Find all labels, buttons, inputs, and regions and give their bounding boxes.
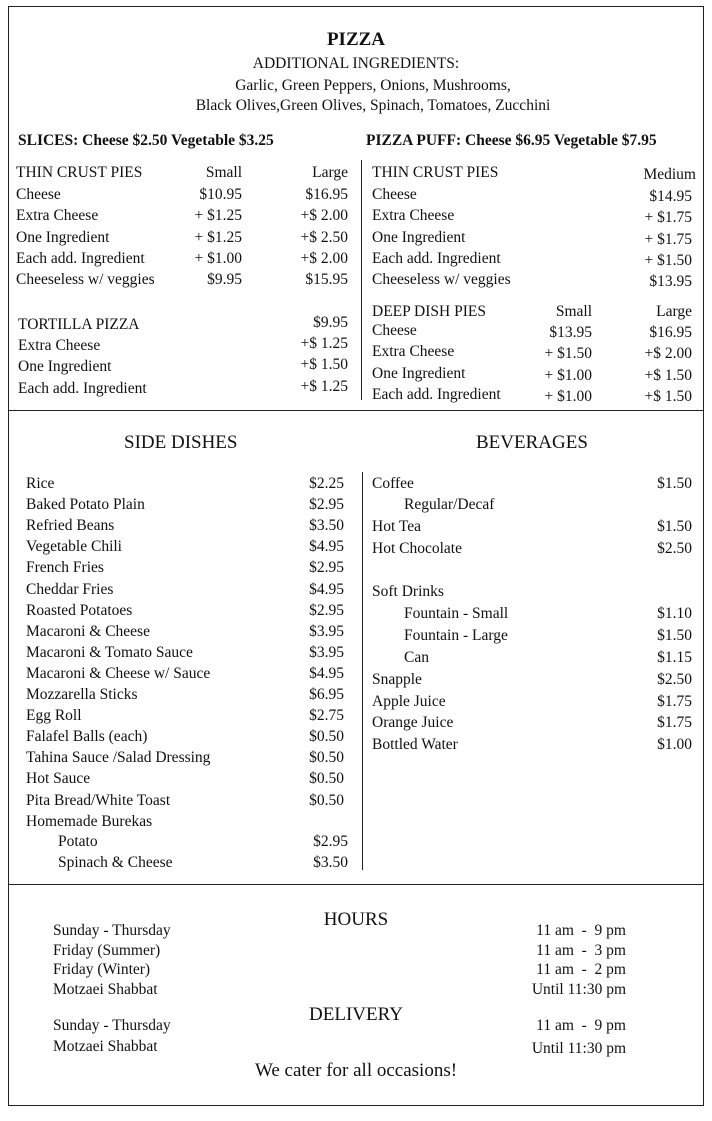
side-dish-price: $4.95 [309,580,344,598]
side-dish-item: Egg Roll [26,707,82,725]
side-dish-price: $2.95 [309,559,344,577]
deep-dish-item: One Ingredient [372,364,466,382]
deep-dish-small-price: + $1.50 [544,345,592,363]
deep-dish-large-price: $16.95 [649,324,692,341]
burekas-item: Potato [58,833,98,850]
side-dish-item: Vegetable Chili [26,538,122,556]
side-dish-price: $2.95 [309,496,344,514]
cater-note: We cater for all occasions! [254,1060,458,1081]
deep-dish-large-price: +$ 2.00 [644,345,692,363]
beverage-hot-tea-price: $1.50 [657,518,692,535]
thin-crust-right-medium-header: Medium [643,166,696,183]
tortilla-pizza-item: One Ingredient [18,358,112,376]
thin-crust-right-item: One Ingredient [372,228,466,246]
deep-dish-small-header: Small [555,303,592,320]
thin-crust-right-medium-price: $14.95 [649,188,692,205]
beverage-item: Apple Juice [372,692,446,710]
thin-crust-left-large-price: +$ 2.00 [300,207,348,225]
thin-crust-right-item: Cheese [372,186,417,203]
soft-drink-item: Fountain - Small [404,605,509,622]
hours-time: 11 am - 2 pm [536,961,626,979]
thin-crust-left-large-price: +$ 2.50 [300,228,348,246]
hours-day: Friday (Winter) [53,961,151,979]
burekas-price: $2.95 [313,833,348,850]
deep-dish-item: Each add. Ingredient [372,385,501,403]
side-dish-item: Macaroni & Cheese [26,622,150,640]
pizza-puff-prices: PIZZA PUFF: Cheese $6.95 Vegetable $7.95 [366,132,657,149]
soft-drink-item: Can [404,649,429,666]
section-divider-top [8,410,704,411]
thin-crust-right-title: THIN CRUST PIES [372,164,499,181]
side-dish-price: $6.95 [309,686,344,703]
thin-crust-left-small-price: $9.95 [207,271,242,289]
thin-crust-left-small-header: Small [205,164,242,181]
tortilla-pizza-item-price: +$ 1.50 [300,356,348,374]
hours-time: 11 am - 9 pm [536,922,626,939]
side-dish-price: $3.95 [309,643,344,661]
soft-drink-price: $1.50 [657,627,692,644]
beverage-item: Snapple [372,671,422,688]
soft-drink-price: $1.10 [657,605,692,622]
deep-dish-large-price: +$ 1.50 [644,387,692,405]
delivery-time: 11 am - 9 pm [536,1017,626,1034]
side-dish-price: $0.50 [309,791,344,809]
thin-crust-left-large-price: $16.95 [305,186,348,203]
side-dishes-title: SIDE DISHES [124,432,238,453]
delivery-day: Motzaei Shabbat [53,1038,158,1055]
burekas-item: Spinach & Cheese [58,854,173,871]
tortilla-pizza-item: Each add. Ingredient [18,379,147,397]
beverage-item: Orange Juice [372,714,454,732]
beverage-hot-chocolate-price: $2.50 [657,540,692,557]
slices-prices: SLICES: Cheese $2.50 Vegetable $3.25 [18,132,274,149]
side-dish-price: $2.75 [309,707,344,725]
additional-ingredients-line1: Garlic, Green Peppers, Onions, Mushrooms, [235,77,511,94]
beverage-price: $1.00 [657,736,692,754]
thin-crust-left-item: One Ingredient [16,228,110,246]
thin-crust-left-small-price: + $1.25 [194,207,242,225]
deep-dish-title: DEEP DISH PIES [372,303,486,320]
side-dish-item: Baked Potato Plain [26,496,145,514]
deep-dish-small-price: + $1.00 [544,387,592,405]
side-dish-price: $0.50 [309,749,344,767]
hours-day: Sunday - Thursday [53,922,171,939]
thin-crust-right-item: Each add. Ingredient [372,249,501,267]
soft-drink-price: $1.15 [657,649,692,666]
side-dish-price: $0.50 [309,770,344,788]
side-dish-price: $3.95 [309,622,344,640]
pizza-title: PIZZA [326,29,386,50]
side-dish-price: $2.95 [309,601,344,619]
thin-crust-left-small-price: + $1.25 [194,228,242,246]
thin-crust-left-small-price: $10.95 [199,186,242,203]
tortilla-pizza-title: TORTILLA PIZZA [18,316,140,333]
soft-drink-item: Fountain - Large [404,627,508,644]
side-dish-item: Falafel Balls (each) [26,728,148,746]
side-dish-item: Pita Bread/White Toast [26,791,171,809]
side-dish-price: $4.95 [309,664,344,682]
beverage-hot-chocolate: Hot Chocolate [372,540,462,557]
side-dish-item: Cheddar Fries [26,580,114,598]
thin-crust-left-item: Cheeseless w/ veggies [16,271,155,289]
beverage-price: $2.50 [657,671,692,688]
deep-dish-large-header: Large [656,303,692,320]
beverage-price: $1.75 [657,714,692,732]
thin-crust-right-medium-price: + $1.50 [644,251,692,269]
side-dish-item: Mozzarella Sticks [26,686,138,703]
hours-day: Friday (Summer) [53,941,161,959]
additional-ingredients-label: ADDITIONAL INGREDIENTS: [252,55,460,72]
additional-ingredients-line2: Black Olives,Green Olives, Spinach, Tomatoes, Zucchini [195,97,551,114]
beverage-coffee: Coffee [372,475,414,492]
thin-crust-right-medium-price: + $1.75 [644,230,692,248]
pizza-column-divider [361,160,362,400]
sides-column-divider [362,472,363,870]
side-dish-item: Macaroni & Tomato Sauce [26,643,193,661]
thin-crust-right-medium-price: + $1.75 [644,209,692,227]
thin-crust-left-title: THIN CRUST PIES [16,164,143,181]
beverage-price: $1.75 [657,692,692,710]
side-dish-item: Roasted Potatoes [26,601,133,619]
side-dish-item: French Fries [26,559,104,577]
hours-time: 11 am - 3 pm [536,941,626,959]
side-dish-item: Hot Sauce [26,770,91,788]
beverage-soft-drinks: Soft Drinks [372,583,444,600]
side-dish-price: $2.25 [309,475,344,492]
side-dish-price: $4.95 [309,538,344,556]
hours-time: Until 11:30 pm [531,980,626,998]
thin-crust-right-item: Cheeseless w/ veggies [372,271,511,289]
beverage-item: Bottled Water [372,736,458,754]
deep-dish-item: Cheese [372,322,417,339]
thin-crust-left-item: Extra Cheese [16,207,99,225]
side-dish-item: Refried Beans [26,517,115,535]
beverage-coffee-price: $1.50 [657,475,692,492]
thin-crust-left-large-price: $15.95 [305,271,348,289]
side-dish-price: $3.50 [309,517,344,535]
thin-crust-left-large-header: Large [312,164,348,181]
thin-crust-left-large-price: +$ 2.00 [300,249,348,267]
deep-dish-large-price: +$ 1.50 [644,366,692,384]
beverage-coffee-sub: Regular/Decaf [404,496,495,513]
side-dish-item: Tahina Sauce /Salad Dressing [26,749,211,767]
thin-crust-left-small-price: + $1.00 [194,249,242,267]
side-dish-item: Rice [26,475,55,492]
thin-crust-left-item: Cheese [16,186,61,203]
deep-dish-small-price: + $1.00 [544,366,592,384]
side-dish-price: $0.50 [309,728,344,746]
side-dish-item: Homemade Burekas [26,812,153,830]
deep-dish-item: Extra Cheese [372,343,455,361]
tortilla-pizza-item-price: +$ 1.25 [300,335,348,352]
section-divider-bottom [8,884,704,885]
beverage-hot-tea: Hot Tea [372,518,421,535]
tortilla-pizza-item: Extra Cheese [18,337,101,354]
hours-day: Motzaei Shabbat [53,980,158,998]
delivery-time: Until 11:30 pm [531,1040,626,1057]
deep-dish-small-price: $13.95 [549,324,592,341]
delivery-title: DELIVERY [309,1004,403,1025]
hours-title: HOURS [323,909,389,930]
thin-crust-right-item: Extra Cheese [372,207,455,225]
thin-crust-right-medium-price: $13.95 [649,273,692,291]
side-dish-item: Macaroni & Cheese w/ Sauce [26,664,211,682]
tortilla-pizza-price: $9.95 [313,314,348,331]
beverages-title: BEVERAGES [476,432,588,453]
delivery-day: Sunday - Thursday [53,1017,171,1034]
tortilla-pizza-item-price: +$ 1.25 [300,377,348,395]
thin-crust-left-item: Each add. Ingredient [16,249,145,267]
burekas-price: $3.50 [313,854,348,871]
